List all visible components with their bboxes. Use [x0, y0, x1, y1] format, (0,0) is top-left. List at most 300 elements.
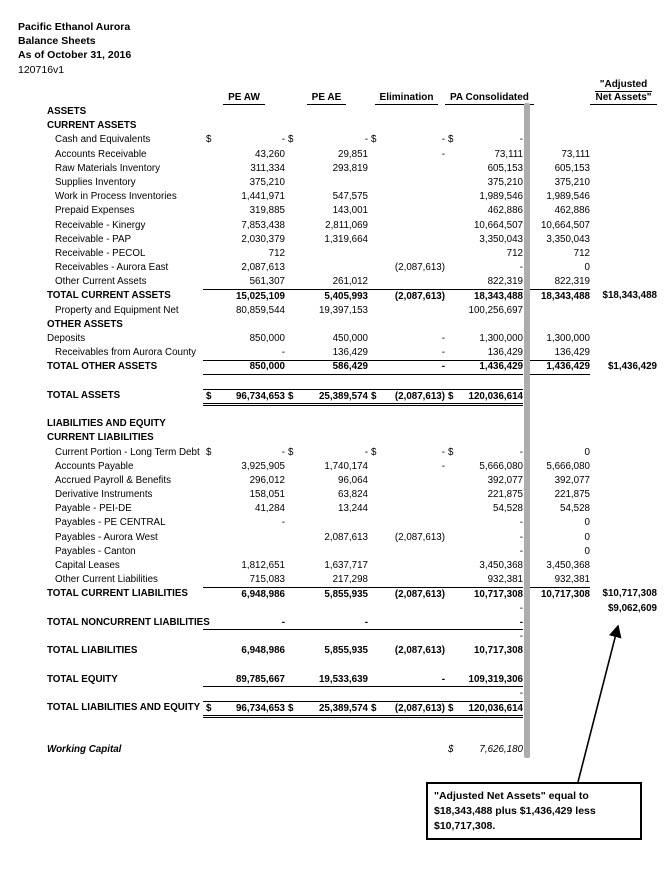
pe-ae-cell: 261,012	[332, 276, 368, 288]
pe-aw-cell: -	[219, 346, 285, 361]
elimination-cell	[384, 190, 445, 204]
currency-symbol	[203, 275, 219, 289]
currency-symbol	[368, 332, 384, 346]
currency-symbol	[445, 729, 461, 743]
currency-symbol: $	[448, 134, 454, 146]
currency-symbol	[203, 261, 219, 275]
adjusted-intermediate-cell: 1,300,000	[546, 333, 590, 344]
annotation-line3: $10,717,308.	[434, 820, 496, 832]
elimination-cell	[384, 630, 445, 644]
pe-aw-cell	[219, 715, 285, 729]
table-row	[45, 176, 657, 190]
pa-consolidated-cell: 10,717,308	[473, 645, 523, 657]
adjusted-net-assets-cell	[590, 148, 657, 162]
elimination-cell	[384, 474, 445, 488]
currency-symbol	[203, 190, 219, 204]
pa-consolidated-cell	[461, 729, 523, 743]
currency-symbol	[368, 247, 384, 261]
adjusted-intermediate-cell	[530, 431, 590, 445]
pe-ae-cell	[301, 516, 368, 530]
elimination-cell: (2,087,613)	[394, 645, 445, 657]
adjusted-net-assets-cell	[590, 318, 657, 332]
currency-symbol	[285, 318, 301, 332]
adjusted-net-assets-cell	[590, 247, 657, 261]
row-label: Receivable - PECOL	[55, 247, 146, 259]
pa-consolidated-cell: -	[461, 616, 523, 631]
pa-consolidated-cell	[461, 375, 523, 389]
currency-symbol	[368, 516, 384, 530]
pe-ae-cell	[301, 119, 368, 133]
row-label: ASSETS	[47, 106, 87, 117]
pa-consolidated-cell: 822,319	[487, 276, 523, 288]
elimination-cell: (2,087,613)	[394, 531, 445, 543]
pe-aw-cell: 6,948,986	[219, 587, 285, 602]
currency-symbol	[368, 417, 384, 431]
adjusted-net-assets-cell: $18,343,488	[602, 290, 657, 302]
row-label: LIABILITIES AND EQUITY	[47, 418, 166, 430]
adjusted-net-assets-cell	[590, 559, 657, 573]
adjusted-intermediate-cell: 605,153	[554, 162, 590, 174]
pa-consolidated-cell: 375,210	[487, 176, 523, 188]
currency-symbol	[203, 743, 219, 757]
currency-symbol	[368, 190, 384, 204]
row-label: Work in Process Inventories	[55, 191, 177, 203]
elimination-cell	[384, 318, 445, 332]
pe-ae-cell	[301, 105, 368, 119]
adjusted-intermediate-cell	[530, 417, 590, 431]
pa-consolidated-cell: -	[519, 545, 523, 557]
pa-consolidated-cell: -	[519, 687, 523, 699]
adjusted-net-assets-cell	[590, 275, 657, 289]
table-row	[45, 531, 657, 545]
adjusted-intermediate-cell: 3,450,368	[546, 560, 590, 571]
row-label: TOTAL LIABILITIES AND EQUITY	[47, 701, 201, 713]
table-row	[45, 247, 657, 261]
adjusted-intermediate-cell: 392,077	[554, 474, 590, 486]
row-label: CURRENT LIABILITIES	[47, 432, 154, 444]
adjusted-intermediate-cell: 10,717,308	[530, 587, 590, 602]
pe-aw-cell: -	[281, 517, 285, 529]
pe-aw-cell	[219, 545, 285, 559]
currency-symbol	[285, 587, 301, 602]
currency-symbol: $	[285, 389, 301, 407]
currency-symbol	[203, 516, 219, 530]
currency-symbol	[445, 289, 461, 304]
currency-symbol	[445, 417, 461, 431]
currency-symbol	[445, 233, 461, 247]
pe-ae-cell: 293,819	[332, 162, 368, 174]
adjusted-net-assets-cell	[590, 417, 657, 431]
elimination-cell	[384, 375, 445, 389]
elimination-cell	[384, 743, 445, 757]
adjusted-intermediate-cell: 73,111	[561, 148, 590, 160]
elimination-cell	[384, 219, 445, 233]
currency-symbol	[203, 105, 219, 119]
adjusted-intermediate-cell: 462,886	[554, 205, 590, 217]
table-row	[45, 190, 657, 204]
adjusted-net-assets-cell	[590, 488, 657, 502]
currency-symbol	[203, 403, 219, 417]
table-row	[45, 516, 657, 530]
currency-symbol	[445, 332, 461, 346]
currency-symbol	[368, 304, 384, 318]
currency-symbol: $	[206, 446, 212, 458]
report-date: As of October 31, 2016	[18, 49, 132, 62]
elimination-cell	[384, 233, 445, 247]
table-row	[45, 233, 657, 247]
row-label: Receivables from Aurora County	[55, 347, 197, 359]
currency-symbol: $	[206, 134, 212, 146]
elimination-cell	[384, 431, 445, 445]
pe-ae-cell: 19,533,639	[301, 673, 368, 688]
pe-ae-cell	[301, 715, 368, 729]
pa-consolidated-cell	[461, 403, 523, 417]
currency-symbol	[368, 162, 384, 176]
elimination-cell	[384, 616, 445, 631]
elimination-cell: -	[441, 134, 445, 146]
pe-aw-cell: 96,734,653	[219, 701, 285, 719]
adjusted-intermediate-cell: 0	[584, 545, 590, 557]
pe-aw-cell	[219, 417, 285, 431]
currency-symbol	[368, 687, 384, 701]
row-label: CURRENT ASSETS	[47, 120, 137, 132]
pe-ae-cell: 96,064	[338, 474, 368, 486]
pe-ae-cell: 217,298	[332, 574, 368, 586]
pa-consolidated-cell: 10,664,507	[473, 219, 523, 231]
pe-ae-label: PE AE	[307, 92, 347, 105]
pa-consolidated-cell: 73,111	[494, 148, 523, 160]
adjusted-net-assets-cell	[590, 545, 657, 559]
row-label: Payables - PE CENTRAL	[55, 517, 166, 529]
row-label	[45, 602, 203, 616]
elimination-cell: -	[441, 148, 445, 160]
adjusted-net-assets-cell	[590, 233, 657, 247]
currency-symbol	[368, 233, 384, 247]
row-label	[45, 375, 203, 389]
pe-aw-cell: -	[219, 616, 285, 631]
section-row	[45, 119, 657, 133]
pe-aw-cell: 715,083	[249, 574, 285, 586]
pa-consolidated-cell: 462,886	[487, 205, 523, 217]
adjusted-net-assets-cell	[590, 261, 657, 275]
elimination-cell	[384, 119, 445, 133]
adjusted-net-assets-cell	[590, 162, 657, 176]
currency-symbol	[203, 219, 219, 233]
adjusted-intermediate-cell: 932,381	[554, 574, 590, 586]
currency-symbol: $	[371, 446, 377, 458]
pa-consolidated-cell: 605,153	[487, 162, 523, 174]
pe-ae-cell	[301, 247, 368, 261]
currency-symbol	[445, 375, 461, 389]
currency-symbol	[203, 545, 219, 559]
currency-symbol	[368, 559, 384, 573]
currency-symbol	[285, 148, 301, 162]
currency-symbol	[445, 616, 461, 631]
elimination-cell	[384, 545, 445, 559]
currency-symbol	[203, 474, 219, 488]
total-row	[45, 587, 657, 601]
row-label: TOTAL EQUITY	[47, 673, 118, 685]
currency-symbol	[285, 190, 301, 204]
pa-consolidated-cell: 100,256,697	[468, 304, 523, 316]
adjusted-net-assets-cell	[590, 176, 657, 190]
adjusted-net-assets-cell	[590, 190, 657, 204]
currency-symbol	[368, 431, 384, 445]
adjusted-intermediate-cell	[530, 133, 590, 147]
pe-aw-cell: 2,087,613	[241, 262, 285, 274]
row-label: TOTAL CURRENT ASSETS	[47, 290, 171, 302]
currency-symbol	[285, 516, 301, 530]
adjusted-net-assets-cell	[590, 502, 657, 516]
adjusted-intermediate-cell: 712	[573, 247, 590, 259]
elimination-cell	[384, 275, 445, 289]
currency-symbol	[203, 332, 219, 346]
elimination-cell: (2,087,613)	[384, 701, 445, 719]
currency-symbol: $	[288, 134, 294, 146]
elimination-cell	[384, 573, 445, 587]
table-row	[45, 545, 657, 559]
row-label: Other Current Assets	[55, 276, 147, 288]
adjusted-intermediate-cell: 1,989,546	[546, 191, 590, 203]
pa-consolidated-cell: 1,300,000	[479, 333, 523, 344]
currency-symbol	[445, 573, 461, 587]
pe-ae-cell	[301, 417, 368, 431]
currency-symbol	[203, 233, 219, 247]
pe-ae-cell	[301, 743, 368, 757]
currency-symbol	[285, 687, 301, 701]
row-label: TOTAL OTHER ASSETS	[47, 361, 158, 373]
currency-symbol: $	[448, 744, 454, 756]
pe-aw-cell: 7,853,438	[241, 219, 285, 231]
currency-symbol: $	[445, 389, 461, 407]
pane-divider-bar	[524, 103, 530, 758]
section-row	[45, 318, 657, 332]
currency-symbol	[203, 673, 219, 688]
currency-symbol: $	[371, 134, 377, 146]
elimination-cell	[384, 488, 445, 502]
table-row	[45, 573, 657, 587]
pe-ae-cell: 63,824	[338, 489, 368, 501]
currency-symbol	[203, 119, 219, 133]
currency-symbol	[285, 219, 301, 233]
table-row	[45, 133, 657, 147]
elimination-cell: (2,087,613)	[384, 587, 445, 602]
pa-consolidated-cell: -	[519, 531, 523, 543]
pa-consolidated-cell: 221,875	[487, 489, 523, 501]
pa-consolidated-cell: -	[519, 602, 523, 614]
currency-symbol	[203, 644, 219, 658]
pa-consolidated-label: PA Consolidated	[445, 92, 534, 105]
row-label	[45, 687, 203, 701]
currency-symbol	[445, 148, 461, 162]
currency-symbol: $	[445, 701, 461, 719]
currency-symbol	[445, 162, 461, 176]
currency-symbol	[445, 247, 461, 261]
pe-aw-cell: -	[281, 134, 285, 146]
currency-symbol	[445, 204, 461, 218]
currency-symbol	[445, 431, 461, 445]
currency-symbol	[203, 559, 219, 573]
pe-ae-cell: 1,637,717	[324, 560, 368, 571]
currency-symbol	[445, 105, 461, 119]
row-label: Current Portion - Long Term Debt	[55, 446, 200, 458]
currency-symbol	[285, 559, 301, 573]
pa-consolidated-cell: -	[519, 446, 523, 458]
section-row	[45, 105, 657, 119]
currency-symbol	[285, 275, 301, 289]
currency-symbol	[445, 275, 461, 289]
currency-symbol	[368, 219, 384, 233]
pa-consolidated-cell: 120,036,614	[461, 389, 523, 407]
adjusted-net-assets-cell	[590, 204, 657, 218]
currency-symbol	[285, 289, 301, 304]
currency-symbol	[368, 105, 384, 119]
column-header-elimination	[368, 92, 445, 105]
currency-symbol	[203, 715, 219, 729]
pe-aw-cell: 712	[268, 247, 285, 259]
elimination-cell: -	[441, 333, 445, 344]
adjusted-intermediate-cell: 0	[584, 262, 590, 274]
currency-symbol	[285, 644, 301, 658]
elimination-cell	[384, 502, 445, 516]
adjusted-intermediate-cell: 375,210	[554, 176, 590, 188]
adjusted-intermediate-cell: 18,343,488	[530, 289, 590, 304]
adjusted-intermediate-cell	[530, 375, 590, 389]
pa-consolidated-cell: 10,717,308	[461, 587, 523, 602]
currency-symbol	[445, 531, 461, 545]
table-row	[45, 460, 657, 474]
currency-symbol	[285, 105, 301, 119]
pe-aw-cell: 158,051	[249, 489, 285, 501]
currency-symbol	[285, 332, 301, 346]
currency-symbol	[285, 460, 301, 474]
table-row	[45, 219, 657, 233]
elimination-cell: -	[384, 346, 445, 361]
currency-symbol	[445, 474, 461, 488]
currency-symbol	[203, 162, 219, 176]
table-row	[45, 346, 657, 360]
pe-aw-cell	[219, 119, 285, 133]
pa-consolidated-cell	[461, 119, 523, 133]
adjusted-net-assets-cell	[590, 119, 657, 133]
report-version: 120716v1	[18, 63, 65, 76]
row-label	[45, 658, 203, 672]
pa-consolidated-cell: 3,450,368	[479, 560, 523, 571]
pe-aw-cell	[219, 658, 285, 672]
row-label: Accrued Payroll & Benefits	[55, 474, 171, 486]
pe-ae-cell: 25,389,574	[301, 389, 368, 407]
currency-symbol	[203, 573, 219, 587]
pe-ae-cell: 143,001	[332, 205, 368, 217]
currency-symbol	[285, 502, 301, 516]
currency-symbol	[368, 616, 384, 631]
pe-aw-cell: 96,734,653	[219, 389, 285, 407]
pe-ae-cell: 136,429	[301, 346, 368, 361]
elimination-cell	[384, 729, 445, 743]
adjusted-intermediate-cell: 0	[584, 517, 590, 529]
row-label: Capital Leases	[55, 560, 120, 571]
total-row	[45, 360, 657, 374]
annotation-box	[426, 782, 642, 840]
pa-consolidated-cell	[461, 431, 523, 445]
row-label: TOTAL ASSETS	[47, 389, 121, 401]
currency-symbol	[445, 559, 461, 573]
row-label: Deposits	[47, 333, 86, 344]
currency-symbol	[445, 502, 461, 516]
pa-consolidated-cell: 1,436,429	[461, 360, 523, 375]
table-row	[45, 275, 657, 289]
pa-consolidated-cell: 18,343,488	[461, 289, 523, 304]
currency-symbol	[285, 474, 301, 488]
currency-symbol	[203, 346, 219, 361]
elimination-cell	[384, 559, 445, 573]
currency-symbol	[285, 658, 301, 672]
currency-symbol	[368, 673, 384, 688]
elimination-cell	[384, 247, 445, 261]
currency-symbol	[368, 176, 384, 190]
pa-consolidated-cell	[461, 105, 523, 119]
adjusted-intermediate-cell: 822,319	[554, 276, 590, 288]
row-label: Other Current Liabilities	[55, 574, 158, 586]
row-label: Receivable - PAP	[55, 233, 132, 245]
adjusted-net-assets-cell	[590, 332, 657, 346]
pe-aw-cell: 296,012	[249, 474, 285, 486]
pa-consolidated-cell: 120,036,614	[461, 701, 523, 719]
pa-consolidated-cell	[461, 715, 523, 729]
row-label: Payables - Canton	[55, 545, 136, 557]
currency-symbol	[203, 375, 219, 389]
currency-symbol: $	[288, 446, 294, 458]
row-label: Accounts Receivable	[55, 148, 147, 160]
elimination-cell	[384, 516, 445, 530]
annotation-line2: $18,343,488 plus $1,436,429 less	[434, 805, 596, 817]
currency-symbol	[368, 360, 384, 375]
adjusted-net-assets-cell	[590, 375, 657, 389]
currency-symbol	[368, 119, 384, 133]
currency-symbol	[285, 119, 301, 133]
pe-aw-cell: 41,284	[255, 503, 285, 515]
currency-symbol: $	[203, 389, 219, 407]
row-label: Receivable - Kinergy	[55, 219, 146, 231]
elimination-cell: (2,087,613)	[384, 389, 445, 407]
currency-symbol	[368, 531, 384, 545]
pa-consolidated-cell: 392,077	[487, 474, 523, 486]
column-header-adjusted-net-assets	[590, 79, 657, 105]
currency-symbol	[445, 516, 461, 530]
table-row	[45, 446, 657, 460]
elimination-label: Elimination	[375, 92, 439, 105]
adjusted-net-assets-cell	[590, 133, 657, 147]
elimination-cell	[384, 602, 445, 616]
currency-symbol: $	[368, 389, 384, 407]
currency-symbol	[285, 261, 301, 275]
currency-symbol	[203, 460, 219, 474]
elimination-cell	[384, 715, 445, 729]
pe-ae-cell: 450,000	[332, 333, 368, 344]
table-row	[45, 204, 657, 218]
pa-consolidated-cell	[461, 417, 523, 431]
pe-aw-cell: 43,260	[255, 148, 285, 160]
pe-ae-cell: 1,740,174	[324, 460, 368, 472]
row-label: TOTAL LIABILITIES	[47, 645, 138, 657]
pa-consolidated-cell: 109,319,306	[461, 673, 523, 688]
column-header-pe-aw	[203, 92, 285, 105]
row-label: OTHER ASSETS	[47, 318, 123, 330]
currency-symbol	[368, 289, 384, 304]
currency-symbol	[445, 715, 461, 729]
pe-aw-cell	[219, 375, 285, 389]
pe-aw-cell: 89,785,667	[219, 673, 285, 688]
